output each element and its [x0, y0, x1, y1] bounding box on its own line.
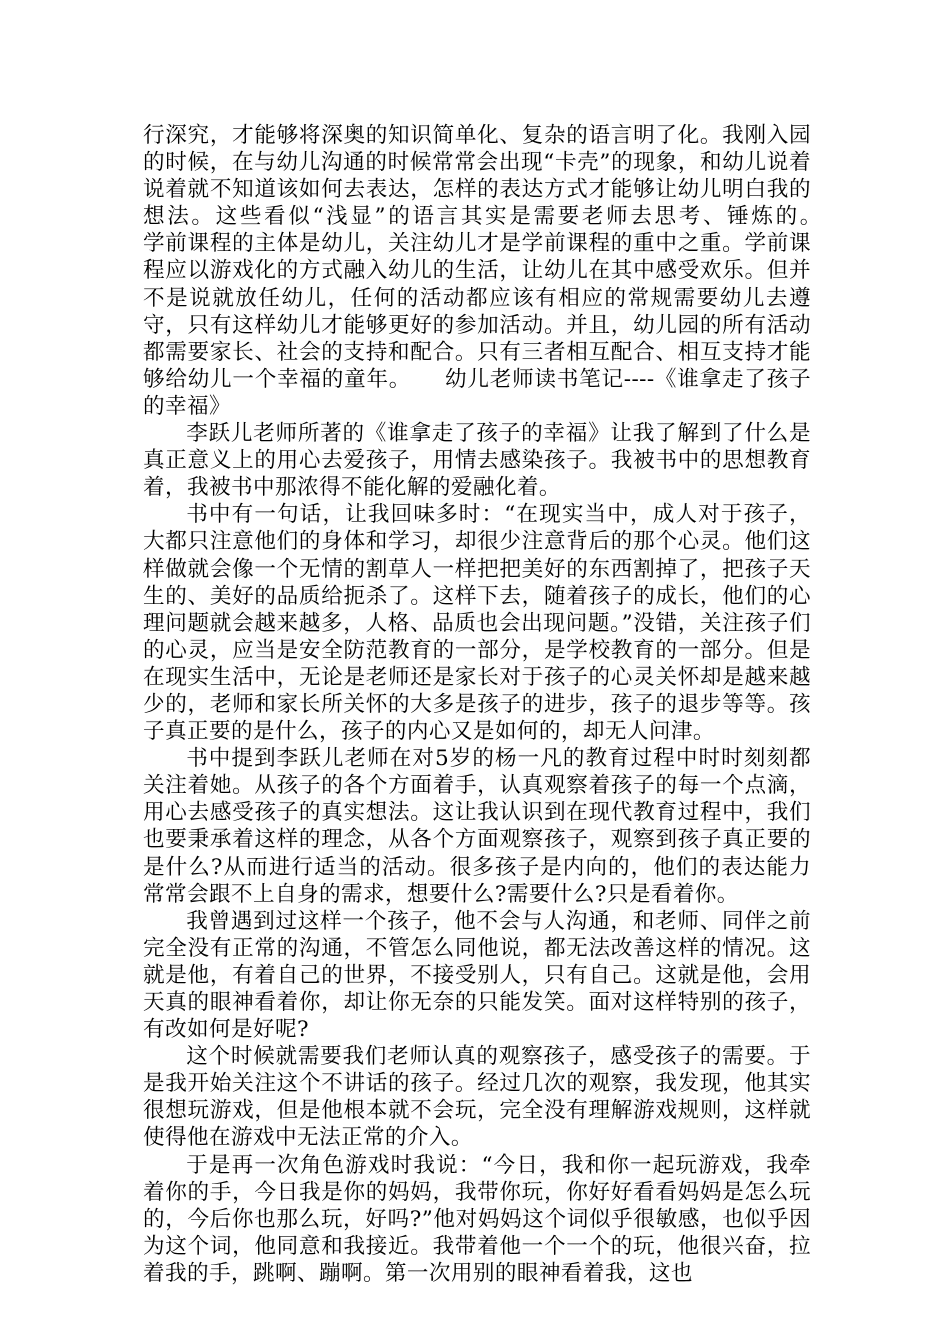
- paragraph-4: 书中提到李跃儿老师在对5岁的杨一凡的教育过程中时时刻刻都关注着她。从孩子的各个方面着手，认真观察着孩子的每一个点滴，用心去感受孩子的真实想法。这让我认识到在现代教育过程中，我们也要秉承着这样的理念，从各个方面观察孩子，观察到孩子真正要的是什么?从而进行适当的活动。很多孩子是内向的，他们的表达能力常常会跟不上自身的需求，想要什么?需要什么?只是看着你。: [143, 746, 811, 907]
- paragraph-7: 于是再一次角色游戏时我说：“今日，我和你一起玩游戏，我牵着你的手，今日我是你的妈妈，我带你玩，你好好看看妈妈是怎么玩的，今后你也那么玩，好吗?”他对妈妈这个词似乎很敏感，也似乎因为这个词，他同意和我接近。我带着他一个一个的玩，他很兴奋，拉着我的手，跳啊、蹦啊。第一次用别的眼神看着我，这也: [143, 1152, 811, 1286]
- document-page: [143, 122, 855, 1287]
- paragraph-1: 行深究，才能够将深奥的知识简单化、复杂的语言明了化。我刚入园的时候，在与幼儿沟通的时候常常会出现“卡壳”的现象，和幼儿说着说着就不知道该如何去表达，怎样的表达方式才能够让幼儿明白我的想法。这些看似“浅显”的语言其实是需要老师去思考、锤炼的。 学前课程的主体是幼儿，关注幼儿才是学前课程的重中之重。学前课程应以游戏化的方式融入幼儿的生活，让幼儿在其中感受欢乐。但并不是说就放任幼儿，任何的活动都应该有相应的常规需要幼儿去遵守，只有这样幼儿才能够更好的参加活动。并且，幼儿园的所有活动都需要家长、社会的支持和配合。只有三者相互配合、相互支持才能够给幼儿一个幸福的童年。 幼儿老师读书笔记----《谁拿走了孩子的幸福》: [143, 123, 855, 419]
- paragraph-2: 李跃儿老师所著的《谁拿走了孩子的幸福》让我了解到了什么是真正意义上的用心去爱孩子，用情去感染孩子。我被书中的思想教育着，我被书中那浓得不能化解的爱融化着。: [143, 421, 811, 501]
- paragraph-6: 这个时候就需要我们老师认真的观察孩子，感受孩子的需要。于是我开始关注这个不讲话的孩子。经过几次的观察，我发现，他其实很想玩游戏，但是他根本就不会玩，完全没有理解游戏规则，这样就使得他在游戏中无法正常的介入。: [143, 1044, 811, 1151]
- paragraph-3: 书中有一句话，让我回味多时：“在现实当中，成人对于孩子，大都只注意他们的身体和学习，却很少注意背后的那个心灵。他们这样做就会像一个无情的割草人一样把把美好的东西割掉了，把孩子天生的、美好的品质给扼杀了。这样下去，随着孩子的成长，他们的心理问题就会越来越多，人格、品质也会出现问题。”没错，关注孩子们的心灵，应当是安全防范教育的一部分，是学校教育的一部分。但是在现实生活中，无论是老师还是家长对于孩子的心灵关怀却是越来越少的，老师和家长所关怀的大多是孩子的进步，孩子的退步等等。孩子真正要的是什么，孩子的内心又是如何的，却无人问津。: [143, 502, 811, 745]
- paragraph-5: 我曾遇到过这样一个孩子，他不会与人沟通，和老师、同伴之前完全没有正常的沟通，不管怎么同他说，都无法改善这样的情况。这就是他，有着自己的世界，不接受别人，只有自己。这就是他，会用天真的眼神看着你，却让你无奈的只能发笑。面对这样特别的孩子，有改如何是好呢?: [143, 908, 811, 1043]
